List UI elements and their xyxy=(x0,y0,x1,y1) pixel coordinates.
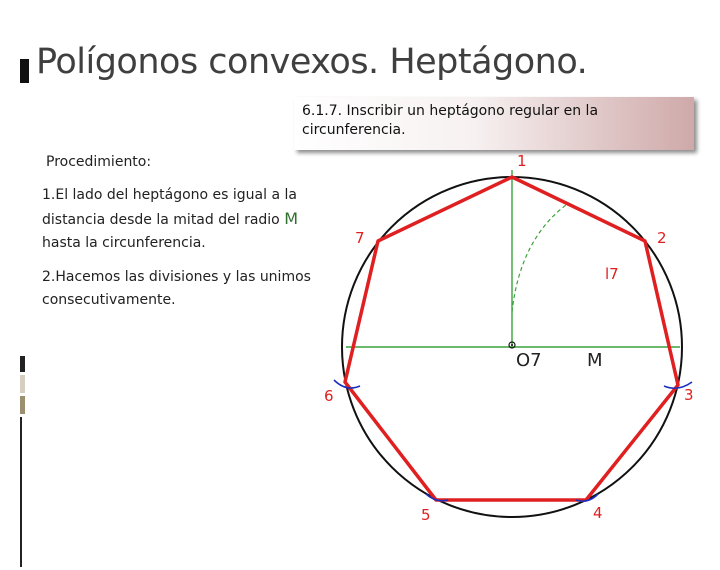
side-length-label: l7 xyxy=(605,265,619,283)
procedure-step-2: 2.Hacemos las divisiones y las unimos consecutivamente. xyxy=(42,269,311,308)
vertex-label-7: 7 xyxy=(355,229,365,247)
center-label: O7 xyxy=(516,350,542,371)
procedure-heading: Procedimiento: xyxy=(46,154,152,170)
vertex-label-5: 5 xyxy=(421,506,431,524)
vertex-label-3: 3 xyxy=(684,386,694,404)
division-arcs xyxy=(334,380,692,501)
center-dot xyxy=(511,344,513,346)
step-1-text: 1.El lado del heptágono es igual a la distancia desde la mitad del radio xyxy=(42,187,297,228)
vertex-label-1: 1 xyxy=(517,152,527,170)
vertex-label-4: 4 xyxy=(593,504,603,522)
step-1-m-label: M xyxy=(284,209,299,228)
construction-arc xyxy=(512,205,566,312)
vertex-label-6: 6 xyxy=(324,387,334,405)
exercise-callout: 6.1.7. Inscribir un heptágono regular en la circunferencia. xyxy=(294,97,694,150)
vertex-label-2: 2 xyxy=(657,229,667,247)
midpoint-label: M xyxy=(587,350,603,371)
step-1-text-end: hasta la circunferencia. xyxy=(42,235,206,251)
page-title: Polígonos convexos. Heptágono. xyxy=(36,42,588,82)
